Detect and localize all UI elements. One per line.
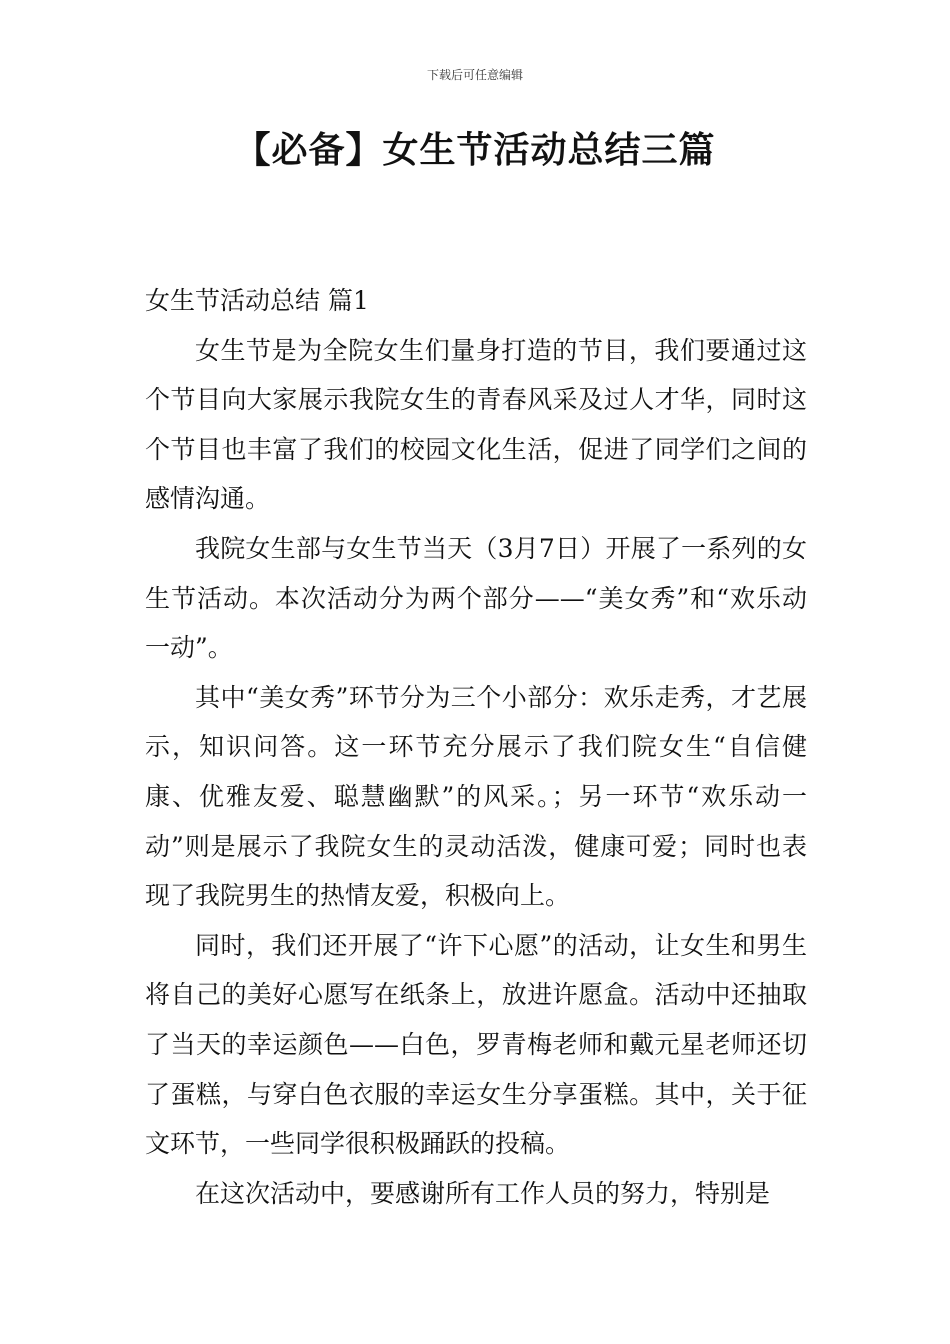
section-heading: 女生节活动总结 篇1 (145, 286, 369, 315)
document-title: 【必备】女生节活动总结三篇 (234, 130, 716, 171)
paragraph: 我院女生部与女生节当天（3月7日）开展了一系列的女生节活动。本次活动分为两个部分——“美女秀”和“欢乐动一动”。 (145, 533, 807, 663)
paragraph: 其中“美女秀”环节分为三个小部分：欢乐走秀，才艺展示，知识问答。这一环节充分展示了我们院女生“自信健康、优雅友爱、聪慧幽默”的风采。；另一环节“欢乐动一动”则是展示了我院女生的灵动活泼，健康可爱；同时也表现了我院男生的热情友爱，积极向上。 (145, 682, 807, 911)
paragraph: 女生节是为全院女生们量身打造的节目，我们要通过这个节目向大家展示我院女生的青春风采及过人才华，同时这个节目也丰富了我们的校园文化生活，促进了同学们之间的感情沟通。 (145, 335, 807, 514)
paragraph: 同时，我们还开展了“许下心愿”的活动，让女生和男生将自己的美好心愿写在纸条上，放进许愿盒。活动中还抽取了当天的幸运颜色——白色，罗青梅老师和戴元星老师还切了蛋糕，与穿白色衣服的幸运女生分享蛋糕。其中，关于征文环节，一些同学很积极踊跃的投稿。 (145, 930, 807, 1159)
header-note: 下载后可任意编辑 (426, 68, 523, 82)
document-body (145, 276, 807, 1218)
paragraph: 在这次活动中，要感谢所有工作人员的努力，特别是 (195, 1178, 771, 1208)
